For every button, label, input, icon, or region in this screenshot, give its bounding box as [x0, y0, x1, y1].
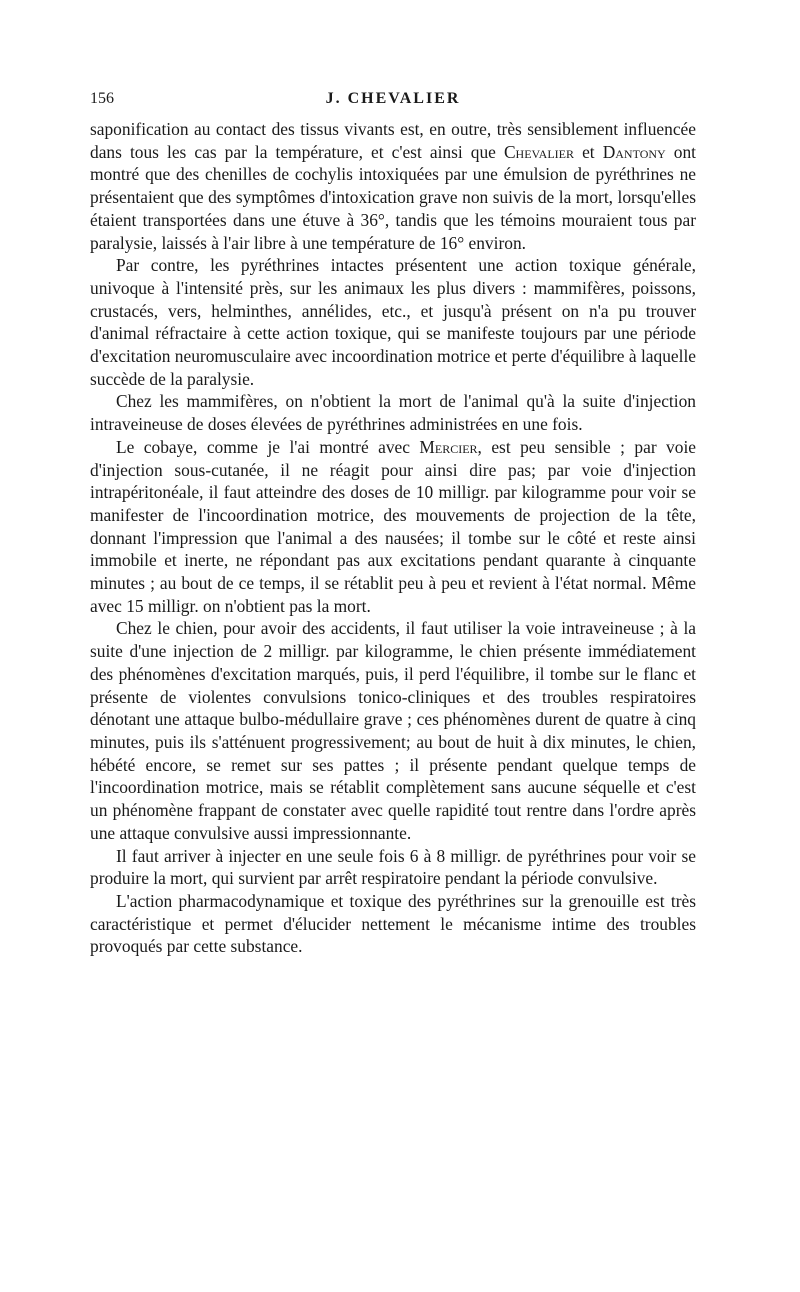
paragraph-1	[90, 118, 696, 254]
paragraph-4-text-2: , est peu sensible ; par voie d'injection sous-cutanée, il ne réagit pour ainsi dire pas; par voie d'injection intrapéritonéale, il faut atteindre des doses de 10 milligr. par kilogramme pour voir se manifester de l'incoordination motrice, des mouvements de projection de la tête, donnant l'impression que l'animal a des nausées; il tombe sur le côté et reste ainsi immobile et inerte, ne répondant pas aux excitations pendant quarante à cinquante minutes ; au bout de ce temps, il se rétablit peu à peu et revient à l'état normal. Même avec 15 milligr. on n'obtient pas la mort.	[90, 436, 696, 616]
paragraph-2: Par contre, les pyréthrines intactes présentent une action toxique générale, univoque à l'intensité près, sur les animaux les plus divers : mammifères, poissons, crustacés, vers, helminthes, annélides, etc., et jusqu'à présent on n'a pu trouver d'animal réfractaire à cette action toxique, qui se manifeste toujours par une période d'excitation neuromusculaire avec incoordination motrice et perte d'équilibre à laquelle succède de la paralysie.	[90, 255, 696, 389]
author-name-dantony: Dantony	[602, 141, 666, 162]
paragraph-3: Chez les mammifères, on n'obtient la mort de l'animal qu'à la suite d'injection intraveineuse de doses élevées de pyréthrines administrées en une fois.	[90, 391, 696, 435]
book-page	[90, 88, 696, 958]
paragraph-4	[90, 436, 696, 618]
paragraph-1-text-2: et	[574, 141, 603, 162]
paragraph-4-text-1: Le cobaye, comme je l'ai montré avec	[116, 436, 420, 457]
page-number: 156	[90, 90, 114, 107]
paragraph-1-text-1: saponification au contact des tissus vivants est, en outre, très sensiblement influencée dans tous les cas par la température, et c'est ainsi que	[90, 119, 696, 162]
running-head: J. CHEVALIER	[325, 90, 461, 107]
paragraph-5: Chez le chien, pour avoir des accidents, il faut utiliser la voie intraveineuse ; à la suite d'une injection de 2 milligr. par kilogramme, le chien présente immédiatement des phénomènes d'excitation marqués, puis, il perd l'équilibre, il tombe sur le flanc et présente de violentes convulsions tonico-cliniques et des troubles respiratoires dénotant une attaque bulbo-médullaire grave ; ces phénomènes durent de quatre à cinq minutes, puis ils s'atténuent progressivement; au bout de huit à dix minutes, le chien, hébété encore, se remet sur ses pattes ; il présente pendant quelque temps de l'incoordination motrice, mais se rétablit complètement sans aucune séquelle et c'est un phénomène frappant de constater avec quelle rapidité tout rentre dans l'ordre après une attaque convulsive aussi impressionnante.	[90, 618, 696, 843]
body-text	[90, 118, 696, 958]
paragraph-1-text-3: ont montré que des chenilles de cochylis intoxiquées par une émulsion de pyréthrines ne présentaient que des symptômes d'intoxication grave non suivis de la mort, lorsqu'elles étaient transportées dans une étuve à 36°, tandis que les témoins mouraient tous par paralysie, laissés à l'air libre à une température de 16° environ.	[90, 141, 696, 253]
paragraph-7: L'action pharmacodynamique et toxique des pyréthrines sur la grenouille est très caractéristique et permet d'élucider nettement le mécanisme intime des troubles provoqués par cette substance.	[90, 890, 696, 957]
paragraph-6: Il faut arriver à injecter en une seule fois 6 à 8 milligr. de pyréthrines pour voir se produire la mort, qui survient par arrêt respiratoire pendant la période convulsive.	[90, 845, 696, 889]
author-name-chevalier: Chevalier	[503, 141, 574, 162]
page-header	[90, 88, 696, 118]
author-name-mercier: Mercier	[419, 436, 478, 457]
